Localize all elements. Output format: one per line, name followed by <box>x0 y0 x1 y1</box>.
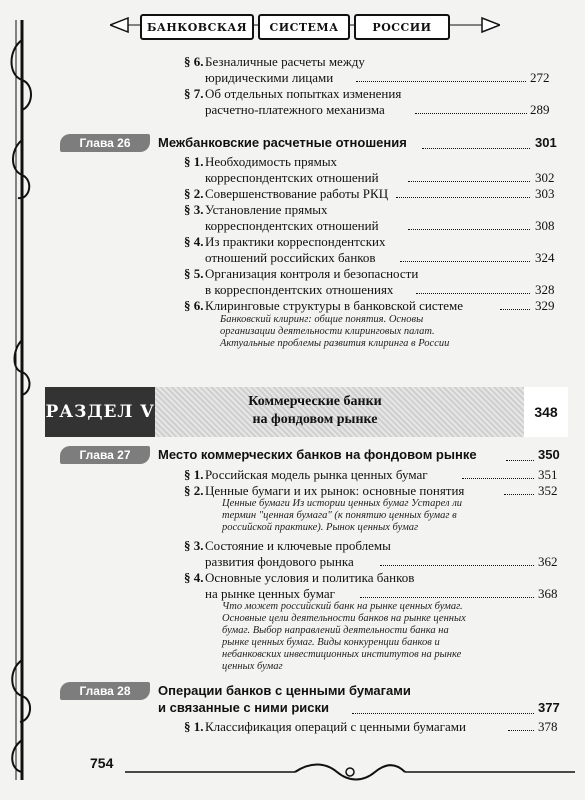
header-word-1: БАНКОВСКАЯ <box>140 14 254 40</box>
item-note: ценных бумаг <box>222 661 283 672</box>
item-num: § 1. <box>184 154 204 169</box>
item-text: Основные условия и политика банков <box>205 570 415 585</box>
item-text: юридическими лицами <box>205 70 334 85</box>
chapter-page: 301 <box>535 135 557 150</box>
item-num: § 2. <box>184 483 204 498</box>
item-page: 329 <box>535 298 555 313</box>
item-page: 302 <box>535 170 555 185</box>
item-text: отношений российских банков <box>205 250 376 265</box>
page-number: 754 <box>90 755 114 771</box>
chapter-badge: Глава 26 <box>60 134 150 152</box>
item-text: развития фондового рынка <box>205 554 354 569</box>
item-num: § 4. <box>184 234 204 249</box>
chapter-page: 350 <box>538 447 560 462</box>
section-page: 348 <box>524 387 568 437</box>
item-note: Основные цели деятельности банков на рынке ценных <box>222 613 466 624</box>
item-note: термин "ценная бумага" (к понятию ценных бумаг в <box>222 510 457 521</box>
item-num: § 7. <box>184 86 204 101</box>
item-text: Ценные бумаги и их рынок: основные понятия <box>205 483 465 498</box>
item-num: § 4. <box>184 570 204 585</box>
item-note: Что может российский банк на рынке ценных бумаг. <box>222 601 463 612</box>
item-note: Банковский клиринг: общие понятия. Основы <box>220 314 424 325</box>
item-num: § 2. <box>184 186 204 201</box>
item-num: § 1. <box>184 719 204 734</box>
item-note: Актуальные проблемы развития клиринга в России <box>220 338 450 349</box>
chapter-page: 377 <box>538 700 560 715</box>
item-page: 328 <box>535 282 555 297</box>
item-text: Состояние и ключевые проблемы <box>205 538 391 553</box>
item-text: в корреспондентских отношениях <box>205 282 394 297</box>
item-note: небанковских инвестиционных институтов на рынке <box>222 649 462 660</box>
chapter-title: и связанные с ними риски <box>158 700 329 715</box>
item-text: корреспондентских отношений <box>205 218 379 233</box>
item-note: Ценные бумаги Из истории ценных бумаг Устарел ли <box>222 498 463 509</box>
item-num: § 6. <box>184 298 204 313</box>
item-text: на рынке ценных бумаг <box>205 586 335 601</box>
item-page: 289 <box>530 102 550 117</box>
item-num: § 1. <box>184 467 204 482</box>
section-label: РАЗДЕЛ V <box>45 387 155 437</box>
chapter-title: Операции банков с ценными бумагами <box>158 683 411 698</box>
ornamental-border-icon <box>8 20 34 780</box>
item-text: Установление прямых <box>205 202 328 217</box>
item-note: бумаг. Выбор направлений деятельности банка на <box>222 625 449 636</box>
item-page: 362 <box>538 554 558 569</box>
footer-ornament-icon <box>125 760 575 784</box>
item-page: 308 <box>535 218 555 233</box>
item-text: Совершенствование работы РКЦ <box>205 186 389 201</box>
chapter-badge: Глава 27 <box>60 446 150 464</box>
item-page: 324 <box>535 250 555 265</box>
item-page: 272 <box>530 70 550 85</box>
item-text: расчетно-платежного механизма <box>205 102 385 117</box>
item-text: Безналичные расчеты между <box>205 54 365 69</box>
chapter-badge: Глава 28 <box>60 682 150 700</box>
running-header <box>110 10 500 40</box>
item-text: Классификация операций с ценными бумагами <box>205 719 466 734</box>
item-num: § 6. <box>184 54 204 69</box>
item-text: корреспондентских отношений <box>205 170 379 185</box>
item-num: § 5. <box>184 266 204 281</box>
chapter-title: Межбанковские расчетные отношения <box>158 135 407 150</box>
item-text: Организация контроля и безопасности <box>205 266 419 281</box>
item-note: организации деятельности клиринговых палат. <box>220 326 435 337</box>
item-text: Из практики корреспондентских <box>205 234 386 249</box>
chapter-title: Место коммерческих банков на фондовом рынке <box>158 447 477 462</box>
item-page: 303 <box>535 186 555 201</box>
section-band <box>45 387 568 437</box>
item-num: § 3. <box>184 538 204 553</box>
item-num: § 3. <box>184 202 204 217</box>
item-note: российской практике). Рынок ценных бумаг <box>222 522 419 533</box>
item-text: Необходимость прямых <box>205 154 338 169</box>
item-page: 351 <box>538 467 558 482</box>
item-text: Клиринговые структуры в банковской системе <box>205 298 464 313</box>
item-page: 378 <box>538 719 558 734</box>
item-note: рынке ценных бумаг. Виды конкуренции банков и <box>222 637 440 648</box>
item-text: Российская модель рынка ценных бумаг <box>205 467 428 482</box>
header-word-2: СИСТЕМА <box>258 14 350 40</box>
section-title: Коммерческие банки на фондовом рынке <box>248 394 382 427</box>
item-text: Об отдельных попытках изменения <box>205 86 402 101</box>
item-page: 352 <box>538 483 558 498</box>
item-page: 368 <box>538 586 558 601</box>
header-word-3: РОССИИ <box>354 14 450 40</box>
